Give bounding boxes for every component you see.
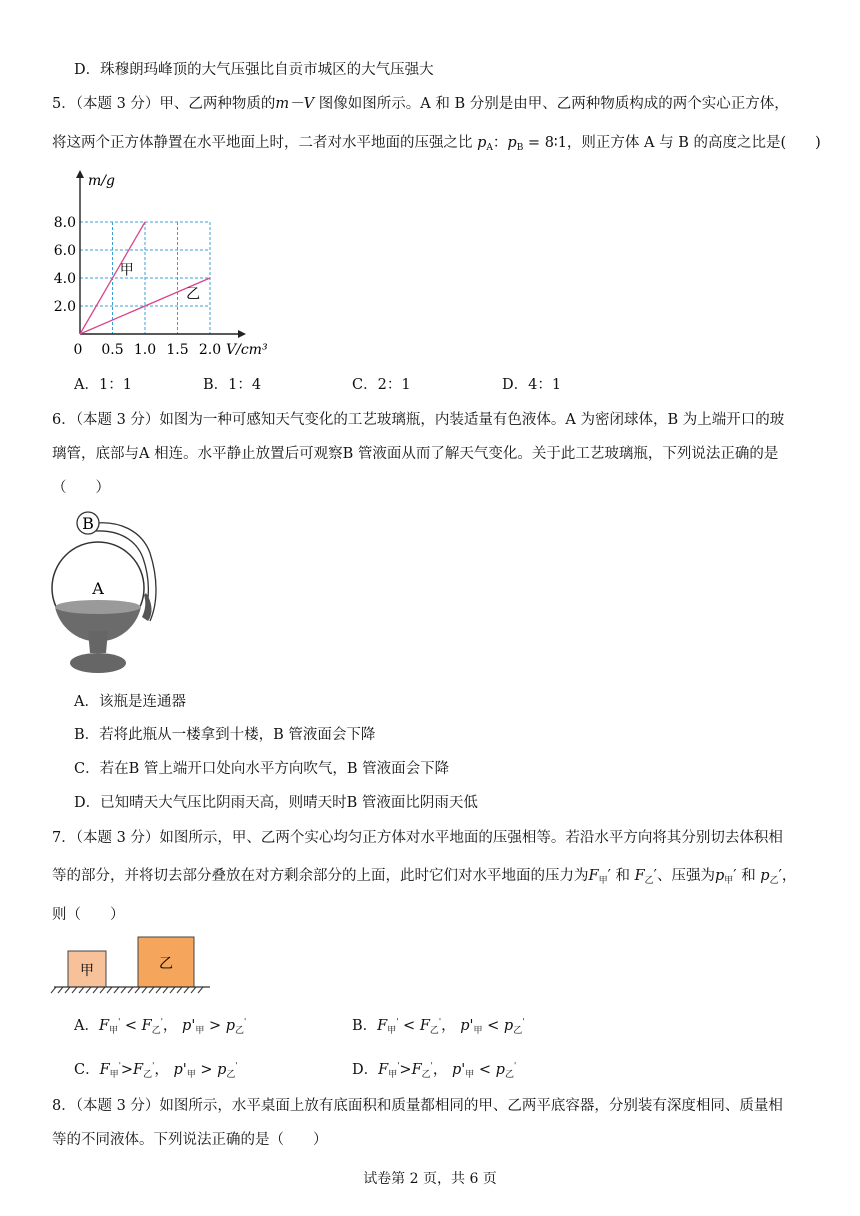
x-axis-arrow	[238, 330, 246, 338]
q8-stem-line1: 8．（本题 3 分）如图所示，水平桌面上放有底面积和质量都相同的甲、乙两平底容器，分别装有深度相同、质量相	[52, 1098, 783, 1114]
q6-stem-line3: （ ）	[52, 480, 110, 496]
q6-stem-line2: 璃管，底部与A 相连。水平静止放置后可观察B 管液面从而了解天气变化。关于此工艺玻璃瓶，下列说法正确的是	[52, 446, 779, 462]
y-axis-arrow	[76, 170, 84, 178]
x-tick-label: 0	[73, 342, 83, 358]
x-tick-label: 2.0	[198, 342, 222, 358]
series-label-jia: 甲	[119, 262, 134, 279]
q6-option-d[interactable]: D．已知晴天大气压比阴雨天高，则晴天时B 管液面比阴雨天低	[74, 795, 478, 811]
x-tick-label: 1.0	[133, 342, 157, 358]
x-tick-label: 1.5	[166, 342, 189, 358]
q8-stem-line2: 等的不同液体。下列说法正确的是（ ）	[52, 1132, 328, 1148]
fig-cube-yi: 乙	[159, 956, 173, 972]
q5-option-b[interactable]: B．1：4	[203, 377, 262, 393]
q4-option-d: D．珠穆朗玛峰顶的大气压强比自贡市城区的大气压强大	[74, 62, 434, 78]
q7-option-d[interactable]: D．$F_甲'>F_乙'$， $p'_甲 < p_乙'$	[352, 1061, 517, 1080]
q6-option-a[interactable]: A．该瓶是连通器	[74, 694, 186, 710]
q6-option-c[interactable]: C．若在B 管上端开口处向水平方向吹气，B 管液面会下降	[74, 761, 450, 777]
q7-option-c[interactable]: C．$F_甲'>F_乙'$， $p'_甲 > p_乙'$	[74, 1061, 238, 1080]
q5-option-a[interactable]: A．1：1	[74, 377, 132, 393]
series-label-yi: 乙	[186, 286, 201, 303]
x-tick-label: 0.5	[101, 342, 124, 358]
q7-option-b[interactable]: B．$F_甲' < F_乙'$， $p'_甲 < p_乙'$	[352, 1017, 525, 1036]
q5-option-c[interactable]: C．2：1	[352, 377, 411, 393]
q6-option-b[interactable]: B．若将此瓶从一楼拿到十楼，B 管液面会下降	[74, 727, 376, 743]
y-tick-label: 4.0	[53, 271, 76, 287]
y-tick-label: 8.0	[53, 215, 76, 231]
fig-label-b: B	[82, 514, 94, 533]
q5-stem-line2: 将这两个正方体静置在水平地面上时，二者对水平地面的压强之比 $p_A$：$p_B$ = 8∶1，则正方体 A 与 B 的高度之比是( )	[52, 135, 821, 153]
y-tick-label: 2.0	[53, 299, 76, 315]
mass-volume-chart	[50, 168, 280, 368]
q5-option-d[interactable]: D．4：1	[502, 377, 562, 393]
q7-stem-line1: 7．（本题 3 分）如图所示，甲、乙两个实心均匀正方体对水平地面的压强相等。若沿水平方向将其分别切去体积相	[52, 830, 783, 846]
fig-cube-jia: 甲	[80, 963, 94, 979]
q5-stem-line1: 5．（本题 3 分）甲、乙两种物质的m－V 图像如图所示。A 和 B 分别是由甲、乙两种物质构成的两个实心正方体，	[52, 96, 789, 112]
q7-stem-line3: 则（ ）	[52, 907, 125, 923]
q7-option-a[interactable]: A．$F_甲' < F_乙'$， $p'_甲 > p_乙'$	[74, 1017, 247, 1036]
page-footer: 试卷第 2 页，共 6 页	[363, 1171, 497, 1187]
y-axis-label: m/g	[88, 173, 115, 189]
q7-stem-line2: 等的部分，并将切去部分叠放在对方剩余部分的上面，此时它们对水平地面的压力为$F_甲'$ 和 $F_乙'$、压强为$p_甲'$ 和 $p_乙'$，	[52, 868, 797, 886]
q6-stem-line1: 6．（本题 3 分）如图为一种可感知天气变化的工艺玻璃瓶，内装适量有色液体。A 为密闭球体，B 为上端开口的玻	[52, 412, 785, 428]
x-axis-label: V/cm³	[226, 342, 268, 358]
cubes-figure	[50, 930, 215, 996]
fig-label-a: A	[92, 579, 104, 598]
glass-bottle-figure	[50, 503, 165, 678]
y-tick-label: 6.0	[53, 243, 76, 259]
